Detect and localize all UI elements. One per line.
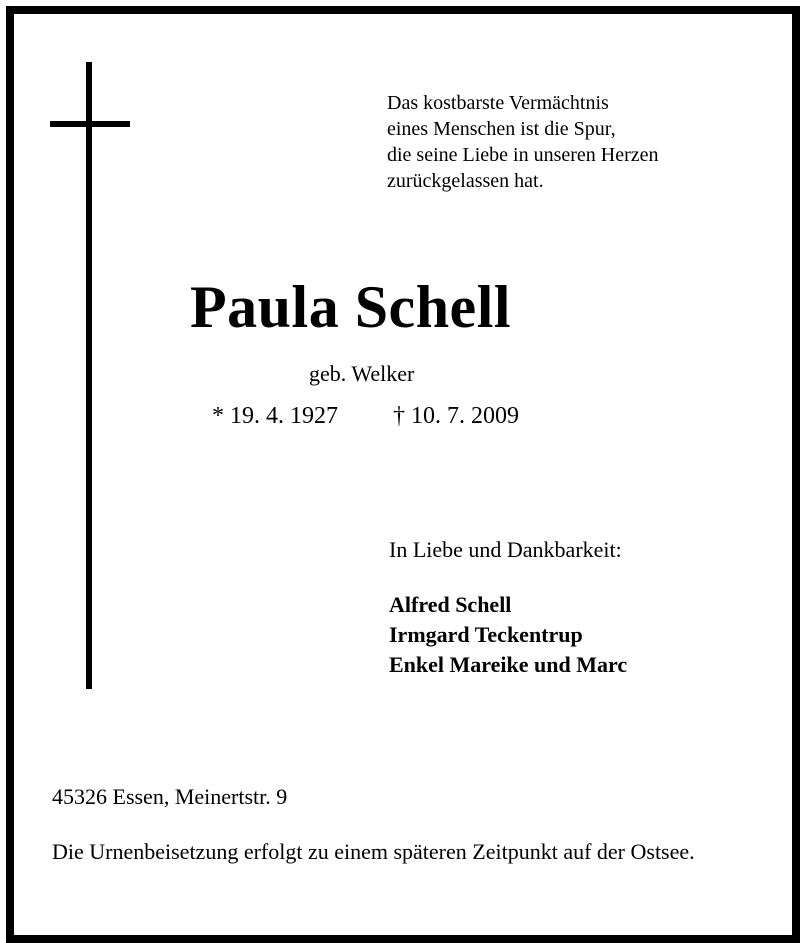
mourner-name: Irmgard Teckentrup <box>389 622 583 647</box>
mourner-name: Enkel Mareike und Marc <box>389 652 628 677</box>
mourner-name: Alfred Schell <box>389 592 512 617</box>
maiden-name: geb. Welker <box>309 361 415 386</box>
quote-line: die seine Liebe in unseren Herzen <box>387 144 659 166</box>
quote-line: eines Menschen ist die Spur, <box>387 118 616 140</box>
mourner-list <box>389 590 627 680</box>
mourning-intro: In Liebe und Dankbarkeit: <box>389 537 622 562</box>
memorial-quote <box>387 90 659 194</box>
burial-note: Die Urnenbeisetzung erfolgt zu einem späteren Zeitpunkt auf der Ostsee. <box>52 839 695 864</box>
death-date: † 10. 7. 2009 <box>393 403 519 429</box>
quote-line: Das kostbarste Vermächtnis <box>387 92 609 114</box>
quote-line: zurückgelassen hat. <box>387 170 544 192</box>
deceased-name: Paula Schell <box>190 274 512 340</box>
family-address: 45326 Essen, Meinertstr. 9 <box>52 784 288 809</box>
birth-date: * 19. 4. 1927 <box>212 403 338 429</box>
cross-icon-horizontal-bar <box>50 121 130 127</box>
cross-icon-vertical-bar <box>86 62 92 689</box>
